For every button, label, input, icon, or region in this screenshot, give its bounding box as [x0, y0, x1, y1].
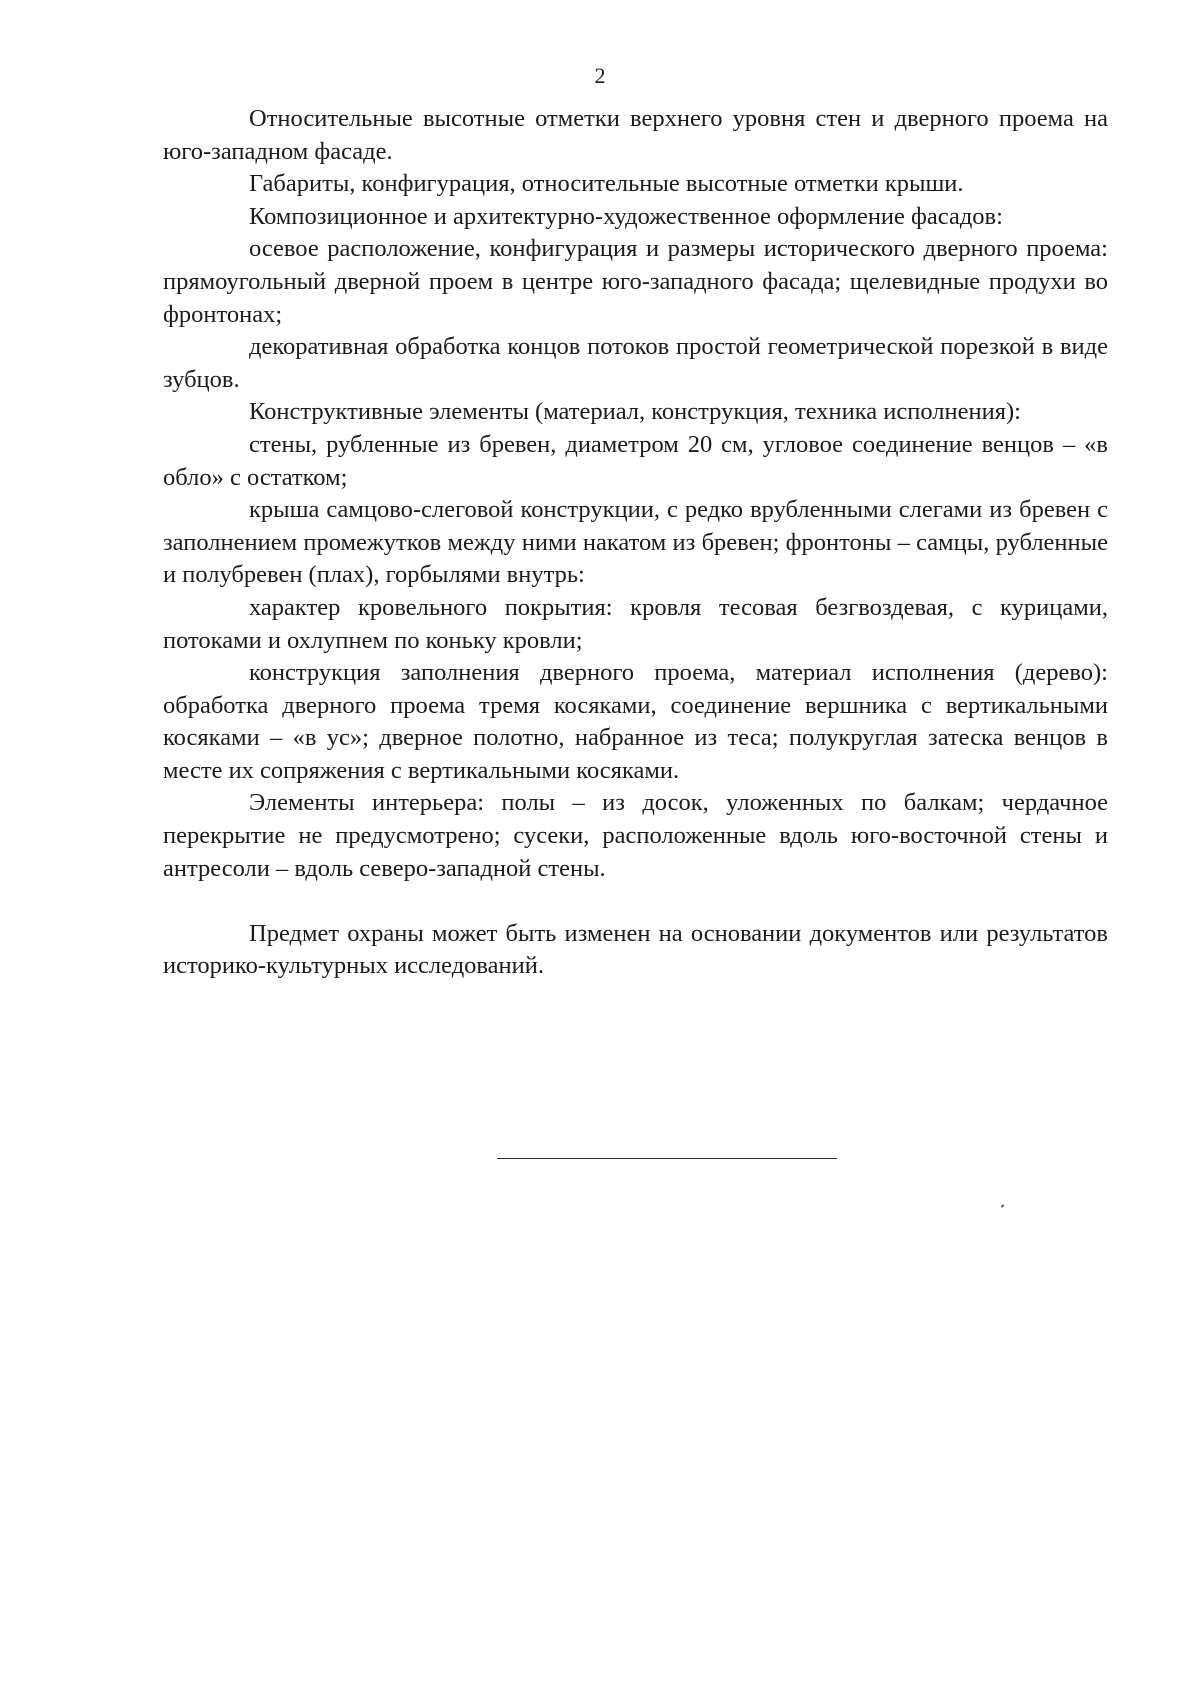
closing-note: Предмет охраны может быть изменен на основании документов или результатов историко-культурных исследований. — [163, 919, 1108, 980]
paragraph: стены, рубленные из бревен, диаметром 20 см, угловое соединение венцов – «в обло» с остатком; — [163, 430, 1108, 491]
paragraph: характер кровельного покрытия: кровля тесовая безгвоздевая, с курицами, потоками и охлупнем по коньку кровли; — [163, 593, 1108, 654]
paragraph: Конструктивные элементы (материал, конструкция, техника исполнения): — [249, 398, 1021, 426]
paragraph: Композиционное и архитектурно-художественное оформление фасадов: — [249, 202, 1003, 230]
separator-line — [497, 1158, 837, 1159]
document-body — [163, 103, 1108, 983]
paragraph: конструкция заполнения дверного проема, материал исполнения (дерево): обработка дверного проема тремя косяками, соединение вершника с вертикальными косяками – «в ус»; дверное полотно, набранное из теса; полукруглая затеска венцов в месте их сопряжения с вертикальными косяками. — [163, 659, 1108, 784]
paragraph: Элементы интерьера: полы – из досок, уложенных по балкам; чердачное перекрытие не предусмотрено; сусеки, расположенные вдоль юго-восточной стены и антресоли – вдоль северо-западной стены. — [163, 789, 1108, 882]
paragraph: Относительные высотные отметки верхнего уровня стен и дверного проема на юго-западном фасаде. — [163, 105, 1108, 165]
scan-speck — [1001, 1204, 1004, 1208]
paragraph: декоративная обработка концов потоков простой геометрической порезкой в виде зубцов. — [163, 333, 1108, 393]
page-number: 2 — [594, 63, 606, 88]
paragraph: крыша самцово-слеговой конструкции, с редко врубленными слегами из бревен с заполнением промежутков между ними накатом из бревен; фронтоны – самцы, рубленные и полубревен (плах), горбылями внутрь: — [163, 496, 1108, 589]
paragraph: осевое расположение, конфигурация и размеры исторического дверного проема: прямоугольный дверной проем в центре юго-западного фасада; щелевидные продухи во фронтонах; — [163, 235, 1108, 328]
paragraph: Габариты, конфигурация, относительные высотные отметки крыши. — [249, 170, 964, 198]
